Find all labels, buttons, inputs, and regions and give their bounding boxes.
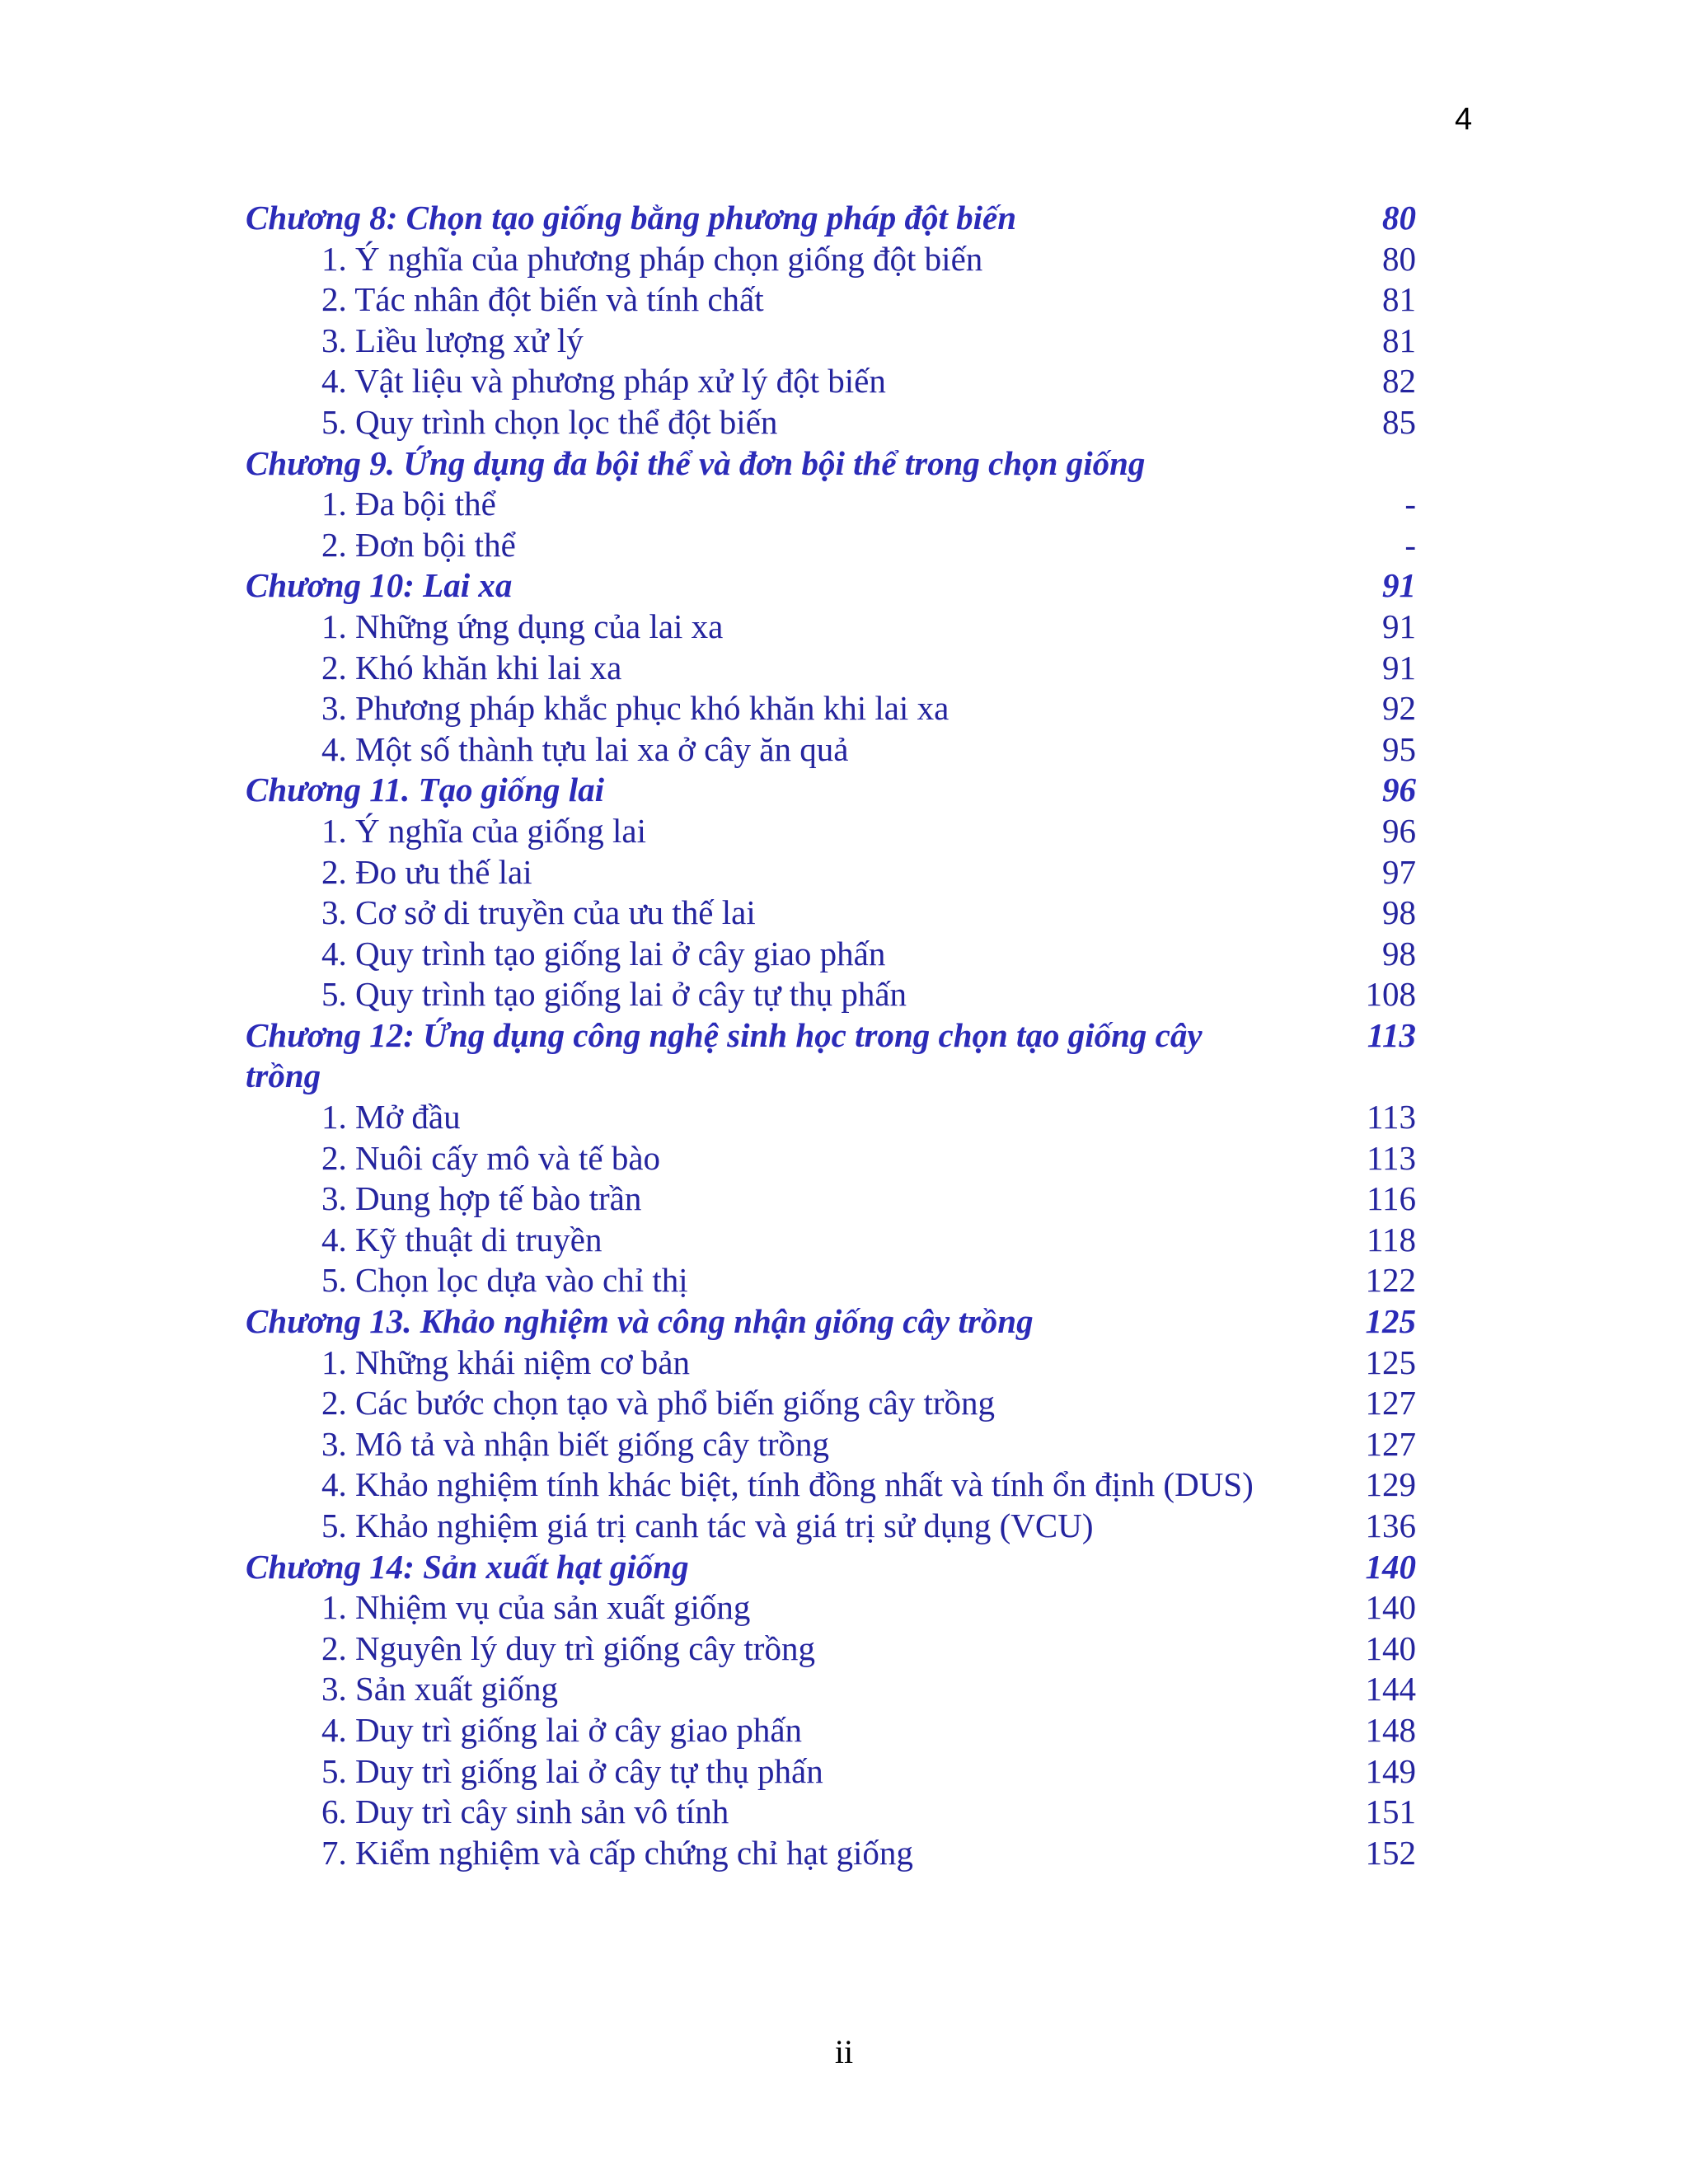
toc-section-entry [246,852,1416,893]
page-number: 97 [1382,852,1416,891]
toc-section-entry [246,1260,1416,1301]
section-title: 5. Duy trì giống lai ở cây tự thụ phấn [321,1751,823,1790]
page-number: - [1404,525,1416,564]
toc-chapter-entry [246,770,1416,811]
section-title: 4. Một số thành tựu lai xa ở cây ăn quả [321,729,849,768]
toc-section-entry [246,934,1416,975]
page-number: 127 [1365,1384,1416,1422]
section-title: 4. Quy trình tạo giống lai ở cây giao phấn [321,934,886,972]
page-number: 95 [1382,729,1416,768]
page-number: 80 [1382,239,1416,278]
page-number: - [1404,485,1416,523]
page-number: 98 [1382,893,1416,932]
section-title: 3. Phương pháp khắc phục khó khăn khi lai xa [321,689,950,728]
toc-section-entry [246,361,1416,402]
page-number: 98 [1382,934,1416,972]
page-number: 81 [1382,321,1416,359]
section-title: 2. Nuôi cấy mô và tế bào [321,1138,661,1177]
section-title: 2. Tác nhân đột biến và tính chất [321,280,764,319]
chapter-title: Chương 13. Khảo nghiệm và công nhận giống cây trồng [246,1302,1034,1341]
toc-chapter-entry [246,443,1416,485]
section-title: 5. Quy trình tạo giống lai ở cây tự thụ phấn [321,975,907,1014]
page-number: 148 [1365,1710,1416,1749]
toc-chapter-entry [246,1015,1416,1097]
section-title: 3. Cơ sở di truyền của ưu thế lai [321,893,756,932]
toc-section-entry [246,1179,1416,1220]
section-title: 1. Nhiệm vụ của sản xuất giống [321,1588,751,1627]
page-number: 116 [1367,1179,1416,1218]
section-title: 3. Sản xuất giống [321,1670,558,1708]
toc-section-entry [246,607,1416,648]
section-title: 4. Vật liệu và phương pháp xử lý đột biến [321,362,886,401]
toc-section-entry [246,811,1416,852]
toc-section-entry [246,1465,1416,1506]
page-number: 85 [1382,402,1416,441]
toc-section-entry [246,1792,1416,1833]
toc-section-entry [246,648,1416,689]
page-number: 113 [1367,1138,1416,1177]
footer-page-number: ii [834,2033,854,2070]
page-number: 96 [1382,771,1416,809]
chapter-title: Chương 8: Chọn tạo giống bằng phương pháp đột biến [246,199,1017,237]
section-title: 5. Khảo nghiệm giá trị canh tác và giá trị sử dụng (VCU) [321,1507,1094,1544]
section-title: 2. Đơn bội thể [321,525,516,564]
page-number: 96 [1382,811,1416,850]
toc-chapter-entry [246,1547,1416,1588]
section-title: 6. Duy trì cây sinh sản vô tính [321,1793,729,1831]
section-title: 3. Dung hợp tế bào trần [321,1179,642,1218]
page-number: 82 [1382,362,1416,401]
section-title: 7. Kiểm nghiệm và cấp chứng chỉ hạt giống [321,1833,913,1872]
page-number: 140 [1365,1547,1416,1586]
toc-section-entry [246,1343,1416,1384]
section-title: 1. Ý nghĩa của phương pháp chọn giống đột biến [321,239,983,278]
page-number: 151 [1365,1793,1416,1831]
section-title: 1. Đa bội thể [321,485,496,523]
section-title: 2. Nguyên lý duy trì giống cây trồng [321,1629,815,1667]
toc-section-entry [246,525,1416,566]
page-number: 136 [1365,1507,1416,1544]
page-number: 113 [1367,1098,1416,1137]
section-title: 3. Liều lượng xử lý [321,321,584,359]
toc-section-entry [246,1424,1416,1465]
page-number: 125 [1365,1302,1416,1341]
page-number: 127 [1365,1424,1416,1463]
toc-chapter-entry [246,565,1416,607]
section-title: 1. Mở đầu [321,1098,461,1137]
toc-section-entry [246,893,1416,934]
toc-section-entry [246,402,1416,443]
toc-section-entry [246,321,1416,362]
page-number: 91 [1382,607,1416,645]
header-page-number: 4 [1455,102,1473,137]
page-number: 118 [1367,1220,1416,1258]
toc-section-entry [246,484,1416,525]
page-number: 92 [1382,689,1416,728]
section-title: 4. Khảo nghiệm tính khác biệt, tính đồng nhất và tính ổn định (DUS) [321,1465,1254,1504]
chapter-title: Chương 14: Sản xuất hạt giống [246,1547,689,1586]
section-title: 1. Những ứng dụng của lai xa [321,607,724,645]
section-title: 2. Khó khăn khi lai xa [321,648,622,687]
table-of-contents [246,198,1416,1873]
chapter-title: Chương 9. Ứng dụng đa bội thể và đơn bội thể trong chọn giống [246,443,1146,482]
page-number: 144 [1365,1670,1416,1708]
section-title: 1. Những khái niệm cơ bản [321,1343,690,1381]
toc-chapter-entry [246,1301,1416,1343]
section-title: 4. Kỹ thuật di truyền [321,1220,603,1258]
section-title: 2. Đo ưu thế lai [321,852,532,891]
toc-section-entry [246,279,1416,321]
toc-section-entry [246,1383,1416,1424]
toc-section-entry [246,1669,1416,1710]
toc-section-entry [246,1138,1416,1179]
toc-section-entry [246,1833,1416,1874]
chapter-title: Chương 10: Lai xa [246,566,513,605]
toc-section-entry [246,729,1416,771]
page-number: 125 [1365,1343,1416,1381]
page-number: 81 [1382,280,1416,319]
toc-section-entry [246,1587,1416,1629]
toc-section-entry [246,1220,1416,1261]
toc-section-entry [246,974,1416,1015]
toc-section-entry [246,1097,1416,1138]
page-number: 108 [1365,975,1416,1014]
toc-section-entry [246,688,1416,729]
toc-section-entry [246,1506,1416,1547]
page-number: 91 [1382,566,1416,605]
page-number: 140 [1365,1629,1416,1667]
page-number: 129 [1365,1465,1416,1504]
section-title: 5. Quy trình chọn lọc thể đột biến [321,402,778,441]
section-title: 1. Ý nghĩa của giống lai [321,811,646,850]
chapter-title: Chương 11. Tạo giống lai [246,771,605,809]
toc-section-entry [246,1751,1416,1793]
section-title: 4. Duy trì giống lai ở cây giao phấn [321,1710,803,1749]
page-number: 140 [1365,1588,1416,1627]
section-title: 5. Chọn lọc dựa vào chỉ thị [321,1261,688,1300]
toc-section-entry [246,1710,1416,1751]
page-number: 149 [1365,1751,1416,1790]
section-title: 2. Các bước chọn tạo và phổ biến giống cây trồng [321,1384,995,1422]
page-number: 113 [1367,1015,1416,1054]
chapter-title: Chương 12: Ứng dụng công nghệ sinh học trong chọn tạo giống cây trồng [246,1015,1203,1095]
toc-chapter-entry [246,198,1416,239]
toc-section-entry [246,1629,1416,1670]
section-title: 3. Mô tả và nhận biết giống cây trồng [321,1424,830,1463]
page-number: 91 [1382,648,1416,687]
page-number: 152 [1365,1833,1416,1872]
page-number: 80 [1382,199,1416,237]
page-number: 122 [1365,1261,1416,1300]
toc-section-entry [246,239,1416,280]
